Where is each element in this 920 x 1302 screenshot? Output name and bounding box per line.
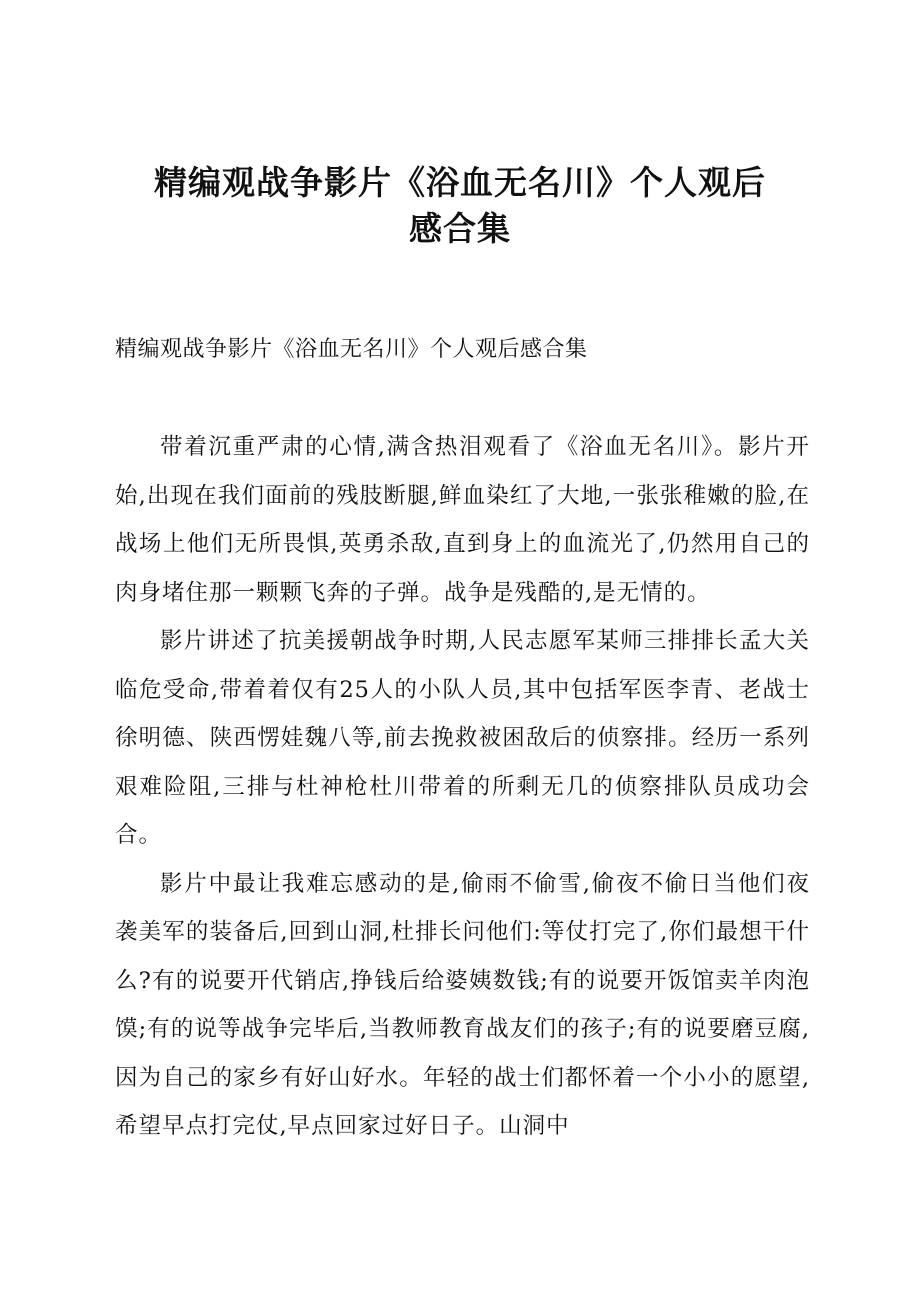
document-body xyxy=(115,423,810,1151)
document-subtitle: 精编观战争影片《浴血无名川》个人观后感合集 xyxy=(115,337,588,362)
document-title-line-2: 感合集 xyxy=(409,209,511,248)
document-title-line-1: 精编观战争影片《浴血无名川》个人观后 xyxy=(154,163,766,202)
paragraph-2: 影片讲述了抗美援朝战争时期,人民志愿军某师三排排长孟大关临危受命,带着着仅有25人的小队人员,其中包括军医李青、老战士徐明德、陕西愣娃魏八等,前去挽救被困敌后的侦察排。经历一系列艰难险阻,三排与杜神枪杜川带着的所剩无几的侦察排队员成功会合。 xyxy=(115,628,810,848)
document-title xyxy=(115,160,805,252)
paragraph-1: 带着沉重严肃的心情,满含热泪观看了《浴血无名川》。影片开始,出现在我们面前的残肢断腿,鲜血染红了大地,一张张稚嫩的脸,在战场上他们无所畏惧,英勇杀敌,直到身上的血流光了,仍然用自己的肉身堵住那一颗颗飞奔的子弹。战争是残酷的,是无情的。 xyxy=(115,434,810,606)
paragraph-3: 影片中最让我难忘感动的是,偷雨不偷雪,偷夜不偷日当他们夜袭美军的装备后,回到山洞,杜排长问他们:等仗打完了,你们最想干什么?有的说要开代销店,挣钱后给婆姨数钱;有的说要开饭馆卖羊肉泡馍;有的说等战争完毕后,当教师教育战友们的孩子;有的说要磨豆腐,因为自己的家乡有好山好水。年轻的战士们都怀着一个小小的愿望,希望早点打完仗,早点回家过好日子。山洞中 xyxy=(115,870,810,1139)
